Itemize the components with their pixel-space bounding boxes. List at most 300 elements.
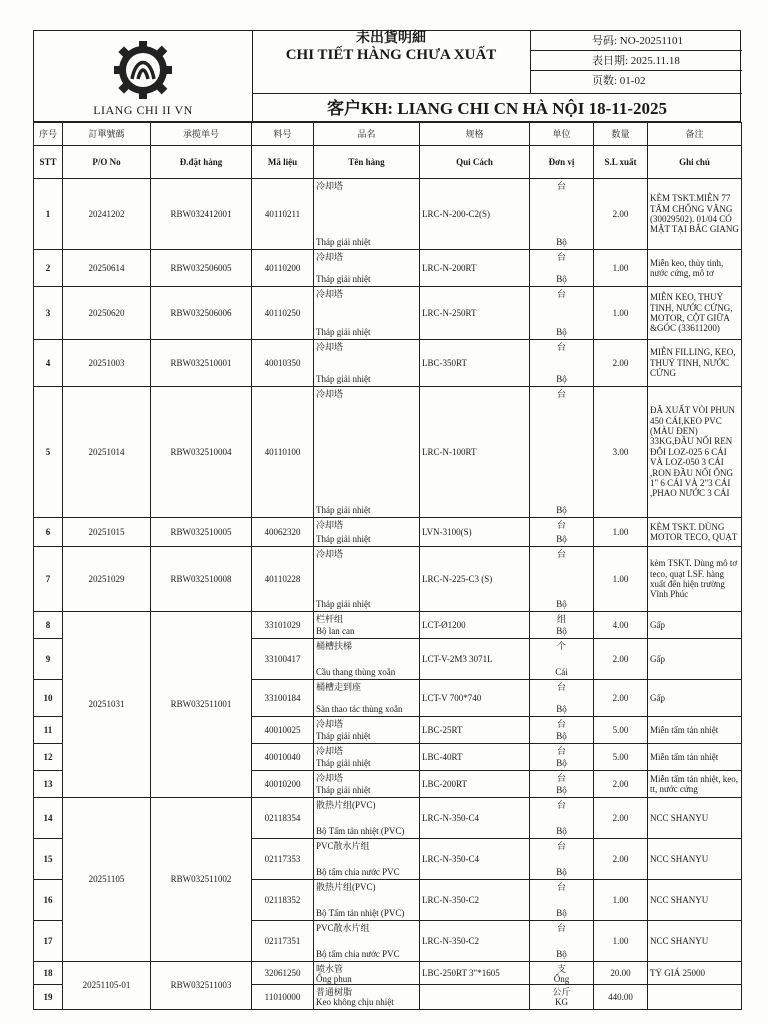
unit bbox=[530, 839, 594, 880]
unit-chinese: 台 bbox=[556, 882, 566, 892]
unit-stack bbox=[532, 181, 591, 247]
specification: LRC-N-350-C4 bbox=[420, 839, 530, 880]
unit-stack bbox=[532, 614, 591, 636]
material-code: 02117351 bbox=[252, 921, 314, 962]
items-table bbox=[33, 122, 742, 1010]
header-row-chinese bbox=[34, 123, 742, 146]
unit-vietnamese: Cái bbox=[555, 666, 568, 677]
unit bbox=[530, 880, 594, 921]
report-date: 表日期: 2025.11.18 bbox=[530, 51, 742, 71]
item-name-stack bbox=[316, 987, 417, 1007]
page-count: 页数: 01-02 bbox=[592, 75, 646, 87]
po-number: 20251105 bbox=[63, 798, 151, 962]
row-number: 14 bbox=[34, 798, 63, 839]
item-name bbox=[314, 179, 420, 250]
specification: LBC-250RT 3"*1605 bbox=[420, 962, 530, 985]
unit-vietnamese: Bộ bbox=[556, 625, 567, 636]
column-header-vn: Đơn vị bbox=[530, 146, 594, 179]
title-chinese: 未出貨明細 bbox=[356, 31, 426, 46]
unit bbox=[530, 612, 594, 639]
unit-stack bbox=[532, 342, 591, 384]
row-number: 13 bbox=[34, 771, 63, 798]
specification bbox=[420, 985, 530, 1010]
document-header bbox=[33, 30, 741, 122]
column-header-vn: Đ.đặt hàng bbox=[151, 146, 252, 179]
item-name bbox=[314, 340, 420, 387]
item-name-vietnamese: Bộ Tấm tản nhiệt (PVC) bbox=[316, 907, 405, 918]
meta-area bbox=[530, 31, 742, 93]
row-number: 10 bbox=[34, 680, 63, 717]
item-name-chinese: 桶槽扶梯 bbox=[316, 641, 353, 651]
unit bbox=[530, 921, 594, 962]
unit-chinese: 台 bbox=[556, 719, 566, 729]
item-name-stack bbox=[316, 181, 417, 247]
item-name-stack bbox=[316, 289, 417, 337]
column-header-cn: 品名 bbox=[314, 123, 420, 146]
unit bbox=[530, 547, 594, 612]
row-number: 6 bbox=[34, 518, 63, 547]
unit-vietnamese: Bộ bbox=[556, 504, 567, 515]
material-code: 40110100 bbox=[252, 387, 314, 518]
order-number: RBW032510005 bbox=[151, 518, 252, 547]
unit-vietnamese: Bộ bbox=[556, 757, 567, 768]
quantity: 1.00 bbox=[594, 287, 648, 340]
unit-chinese: 台 bbox=[556, 773, 566, 783]
table-row bbox=[34, 179, 742, 250]
item-name-stack bbox=[316, 964, 417, 985]
unit-stack bbox=[532, 682, 591, 714]
item-name-stack bbox=[316, 549, 417, 609]
row-number: 18 bbox=[34, 962, 63, 985]
row-number: 9 bbox=[34, 639, 63, 680]
quantity: 20.00 bbox=[594, 962, 648, 985]
row-number: 11 bbox=[34, 717, 63, 744]
item-name-stack bbox=[316, 252, 417, 284]
quantity: 5.00 bbox=[594, 717, 648, 744]
item-name bbox=[314, 880, 420, 921]
item-name bbox=[314, 962, 420, 985]
quantity: 1.00 bbox=[594, 547, 648, 612]
note: kèm TSKT. Dùng mô tơ teco, quạt LSF. hàng xuất đến hiện trường Vĩnh Phúc bbox=[648, 547, 742, 612]
item-name-vietnamese: Bộ lan can bbox=[316, 625, 355, 636]
material-code: 02118354 bbox=[252, 798, 314, 839]
material-code: 40110200 bbox=[252, 250, 314, 287]
unit-stack bbox=[532, 987, 591, 1007]
table-row bbox=[34, 250, 742, 287]
unit-vietnamese: Bộ bbox=[556, 866, 567, 877]
unit-vietnamese: Bộ bbox=[556, 373, 567, 384]
item-name-stack bbox=[316, 641, 417, 677]
specification: LVN-3100(S) bbox=[420, 518, 530, 547]
item-name-stack bbox=[316, 882, 417, 918]
quantity: 2.00 bbox=[594, 839, 648, 880]
po-number: 20251003 bbox=[63, 340, 151, 387]
quantity: 1.00 bbox=[594, 518, 648, 547]
unit bbox=[530, 518, 594, 547]
column-header-vn: Mã liệu bbox=[252, 146, 314, 179]
item-name-stack bbox=[316, 520, 417, 544]
row-number: 19 bbox=[34, 985, 63, 1010]
material-code: 02117353 bbox=[252, 839, 314, 880]
item-name-stack bbox=[316, 342, 417, 384]
specification: LCT-Ø1200 bbox=[420, 612, 530, 639]
item-name-chinese: 桶槽走到座 bbox=[316, 682, 362, 692]
column-header-cn: 备注 bbox=[648, 123, 742, 146]
item-name bbox=[314, 717, 420, 744]
gear-logo-icon bbox=[108, 39, 178, 101]
unit-chinese: 支 bbox=[556, 964, 566, 974]
quantity: 2.00 bbox=[594, 639, 648, 680]
order-number: RBW032511003 bbox=[151, 962, 252, 1010]
table-row bbox=[34, 547, 742, 612]
item-name-vietnamese: Bộ tấm chia nước PVC bbox=[316, 866, 400, 877]
unit-stack bbox=[532, 289, 591, 337]
unit-vietnamese: Bộ bbox=[556, 948, 567, 959]
item-name-stack bbox=[316, 841, 417, 877]
unit-stack bbox=[532, 800, 591, 836]
item-name bbox=[314, 839, 420, 880]
note: MIỄN FILLING, KEO, THUỶ TINH, NƯỚC CỨNG bbox=[648, 340, 742, 387]
quantity: 2.00 bbox=[594, 179, 648, 250]
item-name-vietnamese: Cầu thang thùng xoắn bbox=[316, 666, 396, 677]
unit-chinese: 台 bbox=[556, 289, 566, 299]
material-code: 40010040 bbox=[252, 744, 314, 771]
unit-chinese: 组 bbox=[556, 614, 566, 624]
item-name-chinese: 普通树脂 bbox=[316, 987, 353, 997]
item-name-chinese: 冷却塔 bbox=[316, 289, 344, 299]
po-number: 20251015 bbox=[63, 518, 151, 547]
note: TỶ GIÁ 25000 bbox=[648, 962, 742, 985]
material-code: 40110228 bbox=[252, 547, 314, 612]
row-number: 3 bbox=[34, 287, 63, 340]
item-name bbox=[314, 250, 420, 287]
item-name bbox=[314, 639, 420, 680]
specification: LRC-N-350-C2 bbox=[420, 880, 530, 921]
item-name-vietnamese: Bộ tấm chia nước PVC bbox=[316, 948, 400, 959]
column-header-cn: 规格 bbox=[420, 123, 530, 146]
note: KÈM TSKT.MIỄN 77 TẤM CHỐNG VĂNG (30029502). 01/04 CÓ MẶT TẠI BẮC GIANG bbox=[648, 179, 742, 250]
po-number: 20250614 bbox=[63, 250, 151, 287]
order-number: RBW032412001 bbox=[151, 179, 252, 250]
order-number: RBW032510004 bbox=[151, 387, 252, 518]
row-number: 7 bbox=[34, 547, 63, 612]
specification: LBC-200RT bbox=[420, 771, 530, 798]
item-name-chinese: 散热片组(PVC) bbox=[316, 800, 376, 810]
specification: LCT-V-2M3 3071L bbox=[420, 639, 530, 680]
specification: LRC-N-200RT bbox=[420, 250, 530, 287]
unit-vietnamese: Bộ bbox=[556, 907, 567, 918]
unit-vietnamese: Bộ bbox=[556, 784, 567, 795]
specification: LRC-N-200-C2(S) bbox=[420, 179, 530, 250]
row-number: 2 bbox=[34, 250, 63, 287]
item-name-chinese: PVC散水片组 bbox=[316, 841, 370, 851]
unit-chinese: 公斤 bbox=[552, 987, 571, 997]
po-number: 20250620 bbox=[63, 287, 151, 340]
item-name bbox=[314, 985, 420, 1010]
item-name bbox=[314, 680, 420, 717]
item-name-chinese: 散热片组(PVC) bbox=[316, 882, 376, 892]
unit bbox=[530, 340, 594, 387]
note: NCC SHANYU bbox=[648, 880, 742, 921]
unit bbox=[530, 387, 594, 518]
unit-stack bbox=[532, 549, 591, 609]
item-name bbox=[314, 612, 420, 639]
po-number: 20251014 bbox=[63, 387, 151, 518]
column-header-cn: 序号 bbox=[34, 123, 63, 146]
title-area bbox=[252, 31, 531, 93]
specification: LRC-N-225-C3 (S) bbox=[420, 547, 530, 612]
note bbox=[648, 985, 742, 1010]
item-name-vietnamese: Tháp giải nhiệt bbox=[316, 533, 371, 544]
unit-stack bbox=[532, 719, 591, 741]
po-number: 20241202 bbox=[63, 179, 151, 250]
item-name-chinese: 冷却塔 bbox=[316, 389, 344, 399]
specification: LRC-N-350-C4 bbox=[420, 798, 530, 839]
unit-stack bbox=[532, 252, 591, 284]
item-name-chinese: 冷却塔 bbox=[316, 342, 344, 352]
unit-stack bbox=[532, 641, 591, 677]
quantity: 4.00 bbox=[594, 612, 648, 639]
item-name-chinese: 冷却塔 bbox=[316, 181, 344, 191]
unit-chinese: 台 bbox=[556, 181, 566, 191]
column-header-vn: Qui Cách bbox=[420, 146, 530, 179]
unit-chinese: 台 bbox=[556, 389, 566, 399]
item-name-stack bbox=[316, 614, 417, 636]
column-header-vn: Tên hàng bbox=[314, 146, 420, 179]
unit-chinese: 台 bbox=[556, 682, 566, 692]
item-name-stack bbox=[316, 719, 417, 741]
item-name bbox=[314, 798, 420, 839]
table-row bbox=[34, 962, 742, 985]
quantity: 2.00 bbox=[594, 680, 648, 717]
po-number: 20251031 bbox=[63, 612, 151, 798]
order-number: RBW032506005 bbox=[151, 250, 252, 287]
column-header-vn: Ghi chú bbox=[648, 146, 742, 179]
note: Gấp bbox=[648, 680, 742, 717]
item-name bbox=[314, 287, 420, 340]
unit-vietnamese: Ống bbox=[553, 974, 570, 985]
item-name-vietnamese: Bộ Tấm tản nhiệt (PVC) bbox=[316, 825, 405, 836]
row-number: 8 bbox=[34, 612, 63, 639]
row-number: 15 bbox=[34, 839, 63, 880]
row-number: 16 bbox=[34, 880, 63, 921]
column-header-cn: 承揽单号 bbox=[151, 123, 252, 146]
item-name-vietnamese: Keo không chịu nhiệt bbox=[316, 997, 394, 1008]
material-code: 11010000 bbox=[252, 985, 314, 1010]
unit-vietnamese: KG bbox=[555, 997, 568, 1008]
item-name-vietnamese: Sàn thao tác thùng xoắn bbox=[316, 703, 403, 714]
unit bbox=[530, 717, 594, 744]
item-name-chinese: PVC散水片组 bbox=[316, 923, 370, 933]
unit-stack bbox=[532, 746, 591, 768]
material-code: 40062320 bbox=[252, 518, 314, 547]
note: Miễn tấm tản nhiệt bbox=[648, 744, 742, 771]
unit-vietnamese: Bộ bbox=[556, 273, 567, 284]
note: Miễn tấm tản nhiệt, keo, tt, nước cứng bbox=[648, 771, 742, 798]
column-header-cn: 数量 bbox=[594, 123, 648, 146]
item-name-vietnamese: Tháp giải nhiệt bbox=[316, 326, 371, 337]
column-header-vn: P/O No bbox=[63, 146, 151, 179]
row-number: 12 bbox=[34, 744, 63, 771]
po-number: 20251105-01 bbox=[63, 962, 151, 1010]
unit-stack bbox=[532, 773, 591, 795]
unit bbox=[530, 798, 594, 839]
unit bbox=[530, 744, 594, 771]
unit bbox=[530, 985, 594, 1010]
item-name bbox=[314, 387, 420, 518]
unit-chinese: 台 bbox=[556, 841, 566, 851]
customer-line: 客户KH: LIANG CHI CN HÀ NỘI 18-11-2025 bbox=[252, 93, 742, 124]
unit-chinese: 台 bbox=[556, 252, 566, 262]
quantity: 3.00 bbox=[594, 387, 648, 518]
po-number: 20251029 bbox=[63, 547, 151, 612]
note: Miễn keo, thủy tinh, nước cứng, mô tơ bbox=[648, 250, 742, 287]
specification: LRC-N-250RT bbox=[420, 287, 530, 340]
unit bbox=[530, 680, 594, 717]
table-row bbox=[34, 518, 742, 547]
unit-vietnamese: Bộ bbox=[556, 598, 567, 609]
unit-stack bbox=[532, 841, 591, 877]
quantity: 1.00 bbox=[594, 250, 648, 287]
note: Gấp bbox=[648, 639, 742, 680]
table-row bbox=[34, 612, 742, 639]
specification: LBC-25RT bbox=[420, 717, 530, 744]
material-code: 40010200 bbox=[252, 771, 314, 798]
item-name-chinese: 冷却塔 bbox=[316, 719, 344, 729]
note: NCC SHANYU bbox=[648, 798, 742, 839]
title-vietnamese: CHI TIẾT HÀNG CHƯA XUẤT bbox=[285, 47, 497, 63]
item-name-stack bbox=[316, 923, 417, 959]
item-name-vietnamese: Tháp giải nhiệt bbox=[316, 373, 371, 384]
column-header-cn: 料号 bbox=[252, 123, 314, 146]
note: Gấp bbox=[648, 612, 742, 639]
item-name bbox=[314, 771, 420, 798]
note: NCC SHANYU bbox=[648, 921, 742, 962]
material-code: 40110250 bbox=[252, 287, 314, 340]
row-number: 5 bbox=[34, 387, 63, 518]
specification: LBC-40RT bbox=[420, 744, 530, 771]
table-row bbox=[34, 798, 742, 839]
order-number: RBW032511002 bbox=[151, 798, 252, 962]
header-row-vietnamese bbox=[34, 146, 742, 179]
order-number: RBW032511001 bbox=[151, 612, 252, 798]
item-name-chinese: 喷水管 bbox=[316, 964, 344, 974]
row-number: 17 bbox=[34, 921, 63, 962]
unit-vietnamese: Bộ bbox=[556, 533, 567, 544]
unit-chinese: 台 bbox=[556, 342, 566, 352]
item-name-chinese: 栏杆组 bbox=[316, 614, 344, 624]
unit-stack bbox=[532, 389, 591, 515]
table-row bbox=[34, 287, 742, 340]
quantity: 1.00 bbox=[594, 880, 648, 921]
item-name-vietnamese: Ống phun bbox=[316, 974, 352, 985]
quantity: 2.00 bbox=[594, 798, 648, 839]
unit-stack bbox=[532, 964, 591, 985]
unit bbox=[530, 287, 594, 340]
unit-chinese: 台 bbox=[556, 746, 566, 756]
specification: LBC-350RT bbox=[420, 340, 530, 387]
unit-stack bbox=[532, 882, 591, 918]
unit-chinese: 台 bbox=[556, 520, 566, 530]
quantity: 5.00 bbox=[594, 744, 648, 771]
table-row bbox=[34, 387, 742, 518]
quantity: 440.00 bbox=[594, 985, 648, 1010]
specification: LRC-N-100RT bbox=[420, 387, 530, 518]
item-name-vietnamese: Tháp giải nhiệt bbox=[316, 730, 371, 741]
material-code: 33100417 bbox=[252, 639, 314, 680]
unit-vietnamese: Bộ bbox=[556, 236, 567, 247]
note: KÈM TSKT. DÙNG MOTOR TECO, QUẠT bbox=[648, 518, 742, 547]
item-name bbox=[314, 921, 420, 962]
note: MIỄN KEO, THUỶ TINH, NƯỚC CỨNG, MOTOR, CỘT GIỮA &GÓC (33611200) bbox=[648, 287, 742, 340]
item-name-vietnamese: Tháp giải nhiệt bbox=[316, 236, 371, 247]
note: Miễn tấm tản nhiệt bbox=[648, 717, 742, 744]
material-code: 33101029 bbox=[252, 612, 314, 639]
item-name-vietnamese: Tháp giải nhiệt bbox=[316, 273, 371, 284]
item-name-vietnamese: Tháp giải nhiệt bbox=[316, 784, 371, 795]
item-name-chinese: 冷却塔 bbox=[316, 549, 344, 559]
unit-vietnamese: Bộ bbox=[556, 326, 567, 337]
item-name-stack bbox=[316, 682, 417, 714]
column-header-cn: 单位 bbox=[530, 123, 594, 146]
unit bbox=[530, 962, 594, 985]
logo-area bbox=[34, 31, 253, 123]
row-number: 4 bbox=[34, 340, 63, 387]
item-name-chinese: 冷却塔 bbox=[316, 520, 344, 530]
unit-chinese: 个 bbox=[556, 641, 566, 651]
column-header-vn: S.L xuất bbox=[594, 146, 648, 179]
quantity: 2.00 bbox=[594, 771, 648, 798]
specification: LCT-V 700*740 bbox=[420, 680, 530, 717]
item-name-chinese: 冷却塔 bbox=[316, 252, 344, 262]
item-name-stack bbox=[316, 800, 417, 836]
unit-stack bbox=[532, 923, 591, 959]
note: NCC SHANYU bbox=[648, 839, 742, 880]
material-code: 02118352 bbox=[252, 880, 314, 921]
item-name bbox=[314, 547, 420, 612]
company-name: LIANG CHI II VN bbox=[93, 103, 193, 117]
unit-stack bbox=[532, 520, 591, 544]
order-number: RBW032510001 bbox=[151, 340, 252, 387]
unit bbox=[530, 771, 594, 798]
quantity: 1.00 bbox=[594, 921, 648, 962]
quantity: 2.00 bbox=[594, 340, 648, 387]
material-code: 33100184 bbox=[252, 680, 314, 717]
order-number: RBW032506006 bbox=[151, 287, 252, 340]
item-name-stack bbox=[316, 773, 417, 795]
item-name-chinese: 冷却塔 bbox=[316, 773, 344, 783]
note: ĐÃ XUẤT VÒI PHUN 450 CÁI,KEO PVC (MÀU ĐEN) 33KG,ĐẦU NỐI REN ĐÔI LOZ-025 6 CÁI VÀ LOZ-050 3 CÁI ,RON ĐẦU NỐI ỐNG 1" 6 CÁI VÀ 2"3 CÁI ,PHAO NƯỚC 3 CÁI bbox=[648, 387, 742, 518]
material-code: 40010350 bbox=[252, 340, 314, 387]
item-name-vietnamese: Tháp giải nhiệt bbox=[316, 504, 371, 515]
unit bbox=[530, 639, 594, 680]
row-number: 1 bbox=[34, 179, 63, 250]
item-name bbox=[314, 518, 420, 547]
item-name-chinese: 冷却塔 bbox=[316, 746, 344, 756]
doc-number: 号码: NO-20251101 bbox=[530, 31, 742, 51]
unit bbox=[530, 179, 594, 250]
column-header-cn: 訂單號碼 bbox=[63, 123, 151, 146]
item-name-stack bbox=[316, 746, 417, 768]
unit-vietnamese: Bộ bbox=[556, 703, 567, 714]
material-code: 40110211 bbox=[252, 179, 314, 250]
item-name bbox=[314, 744, 420, 771]
item-name-vietnamese: Tháp giải nhiệt bbox=[316, 757, 371, 768]
unit bbox=[530, 250, 594, 287]
material-code: 32061250 bbox=[252, 962, 314, 985]
unit-chinese: 台 bbox=[556, 923, 566, 933]
unit-chinese: 台 bbox=[556, 549, 566, 559]
